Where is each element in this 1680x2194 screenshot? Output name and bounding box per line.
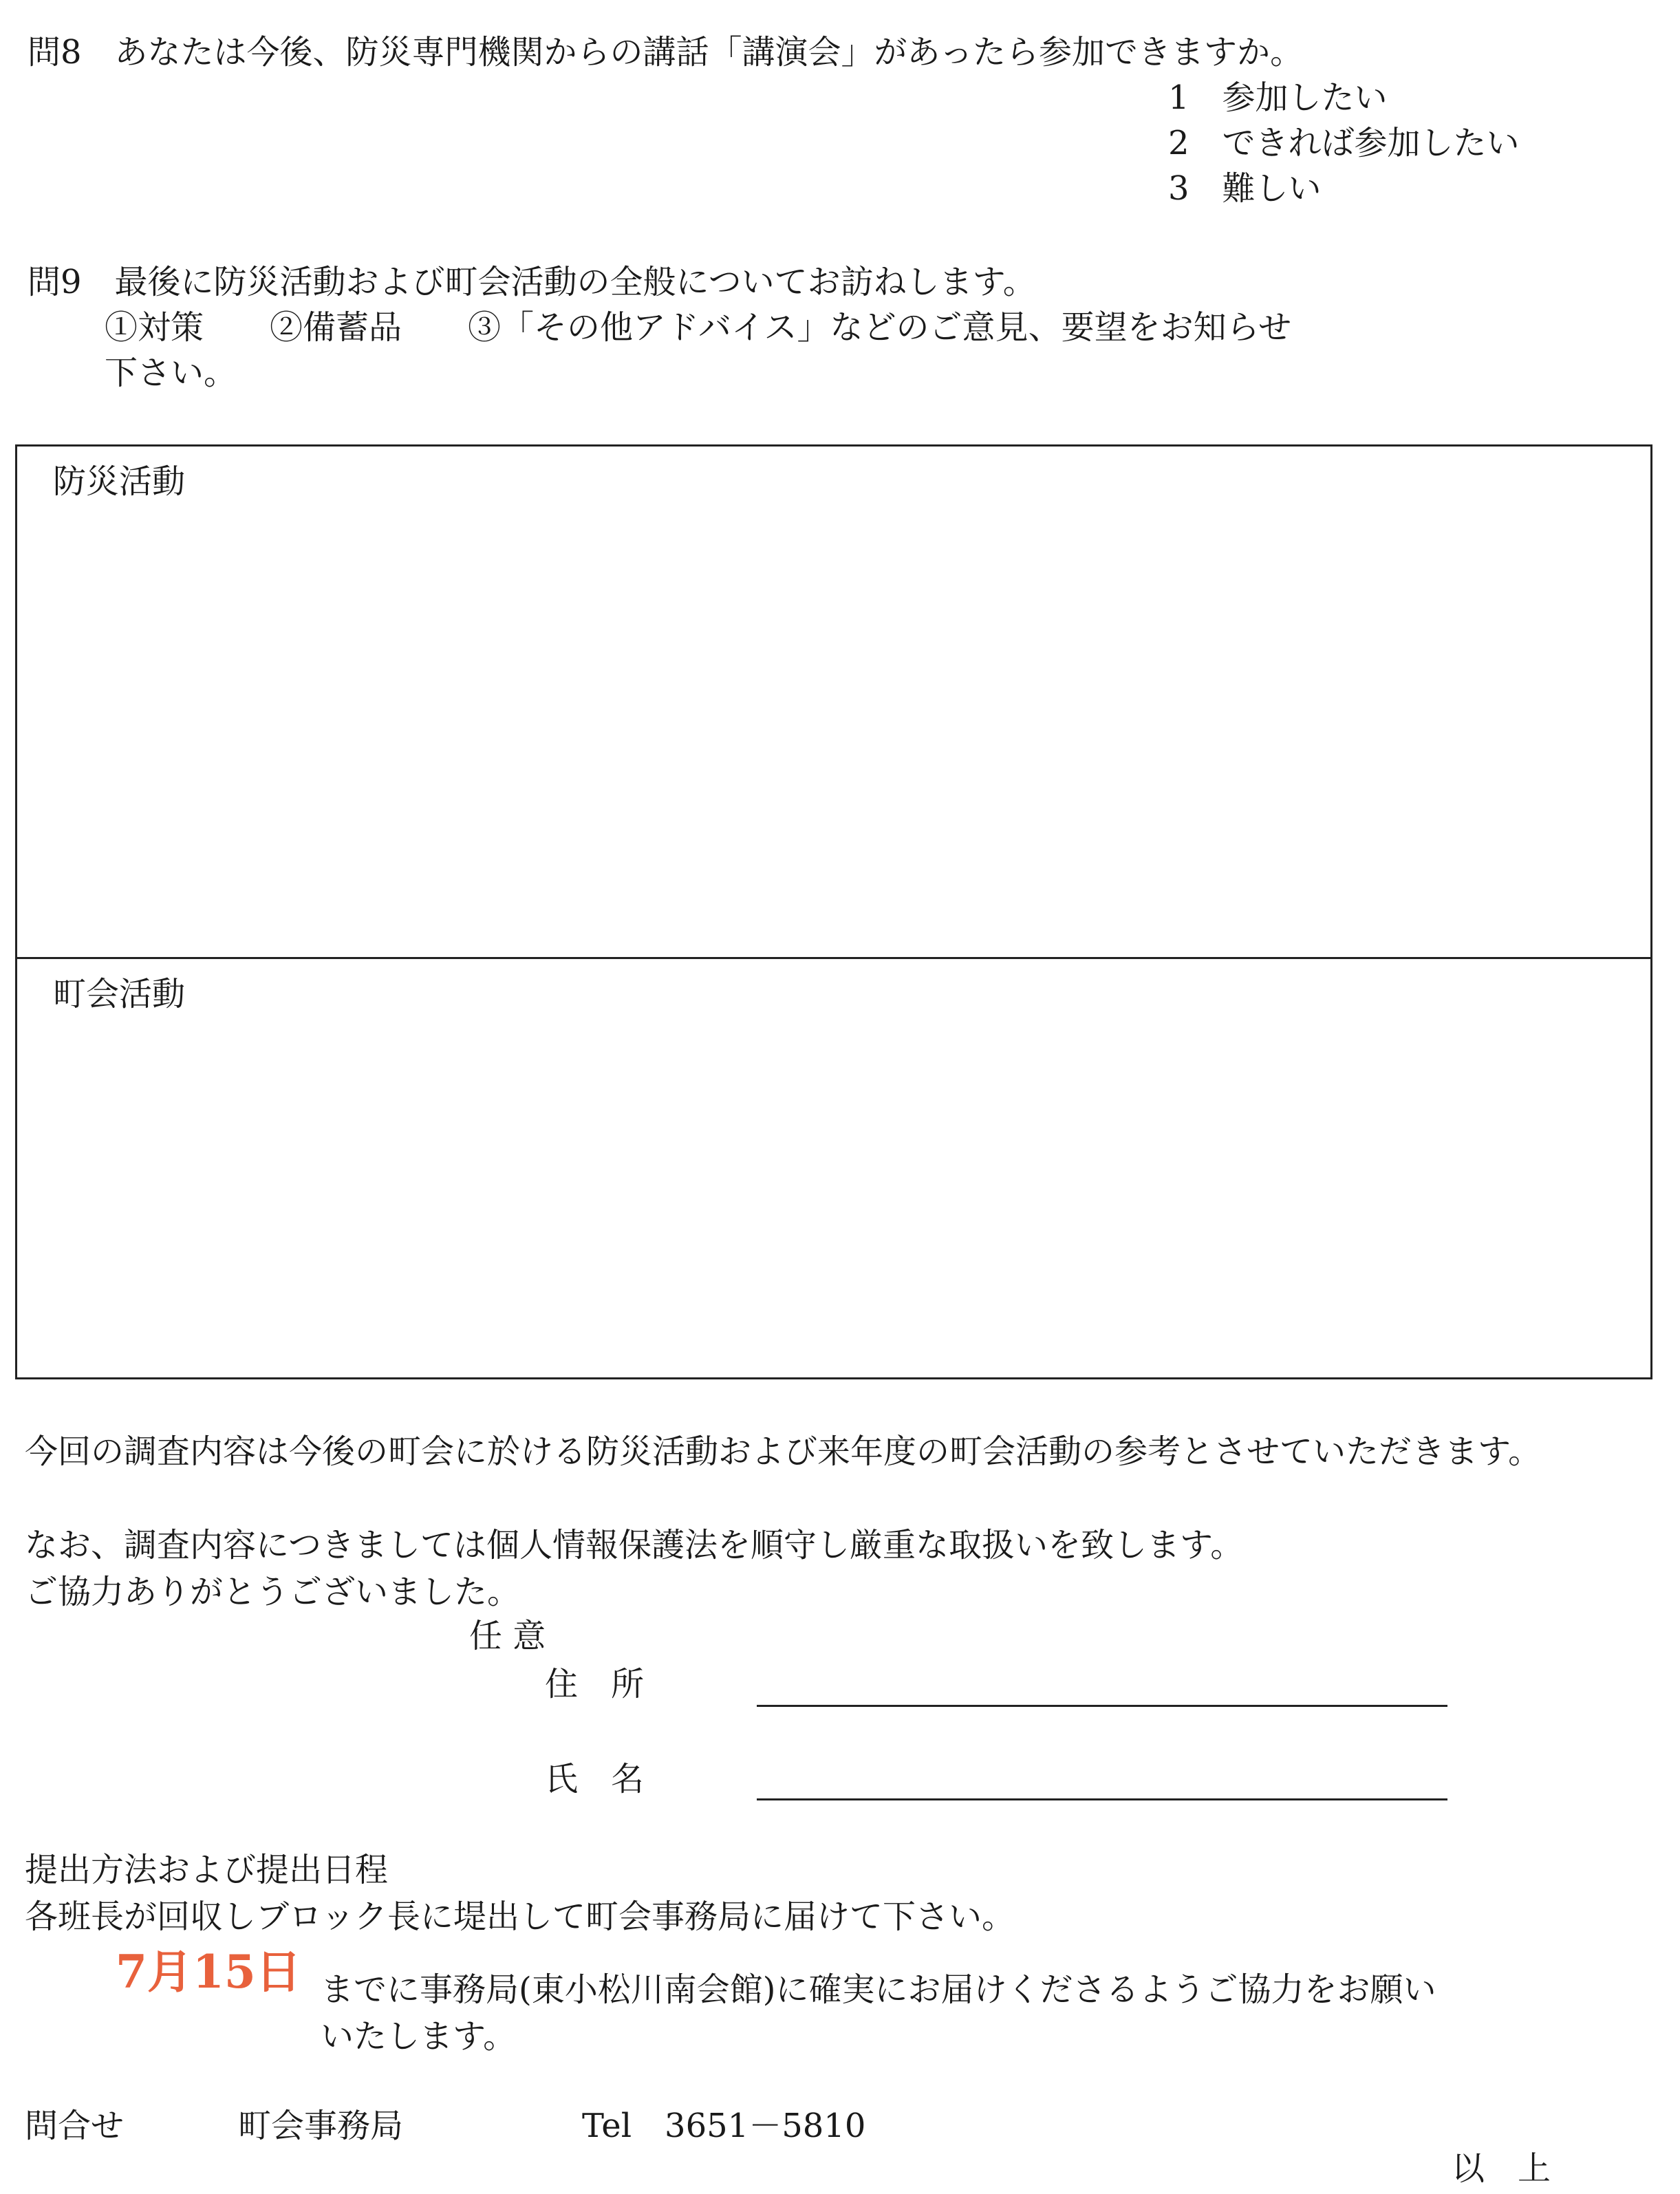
address-label: 住 所 [545, 1665, 645, 1703]
contact-tel: Tel 3651－5810 [582, 2107, 866, 2145]
bousai-answer-box[interactable] [15, 444, 1652, 959]
question-9-ending: 下さい。 [105, 354, 237, 392]
survey-purpose-note: 今回の調査内容は今後の町会に於ける防災活動および来年度の町会活動の参考とさせていただきます。 [25, 1432, 1542, 1471]
name-label: 氏 名 [545, 1760, 645, 1798]
q8-option-1[interactable]: 1 参加したい [1168, 78, 1388, 117]
address-field-line[interactable] [757, 1705, 1447, 1707]
submission-title: 提出方法および提出日程 [25, 1851, 389, 1889]
chokai-answer-box[interactable] [15, 957, 1652, 1379]
privacy-note: なお、調査内容につきましては個人情報保護法を順守し厳重な取扱いを致します。 [25, 1526, 1244, 1564]
submission-request-ending: いたします。 [321, 2017, 517, 2056]
submission-request: までに事務局(東小松川南会館)に確実にお届けくださるようご協力をお願い [321, 1970, 1436, 2009]
submission-deadline: 7月15日 [116, 1945, 301, 1999]
closing-mark: 以 上 [1452, 2149, 1551, 2188]
question-8: 問8 あなたは今後、防災専門機関からの講話「講演会」があったら参加できますか。 [28, 33, 1304, 72]
submission-instructions: 各班長が回収しブロック長に堤出して町会事務局に届けて下さい。 [25, 1897, 1015, 1936]
q8-option-2[interactable]: 2 できれば参加したい [1168, 124, 1520, 162]
question-9-topics: ①対策 ②備蓄品 ③「その他アドバイス」などのご意見、要望をお知らせ [105, 308, 1292, 347]
question-9: 問9 最後に防災活動および町会活動の全般についてお訪ねします。 [28, 263, 1036, 301]
contact-label: 問合せ [25, 2107, 125, 2145]
name-field-line[interactable] [757, 1798, 1447, 1800]
q8-option-3[interactable]: 3 難しい [1168, 169, 1322, 208]
bousai-box-label: 防災活動 [53, 462, 186, 501]
contact-office: 町会事務局 [238, 2107, 404, 2145]
optional-label: 任 意 [469, 1617, 546, 1655]
thanks-note: ご協力ありがとうございました。 [25, 1573, 521, 1611]
chokai-box-label: 町会活動 [53, 975, 186, 1013]
